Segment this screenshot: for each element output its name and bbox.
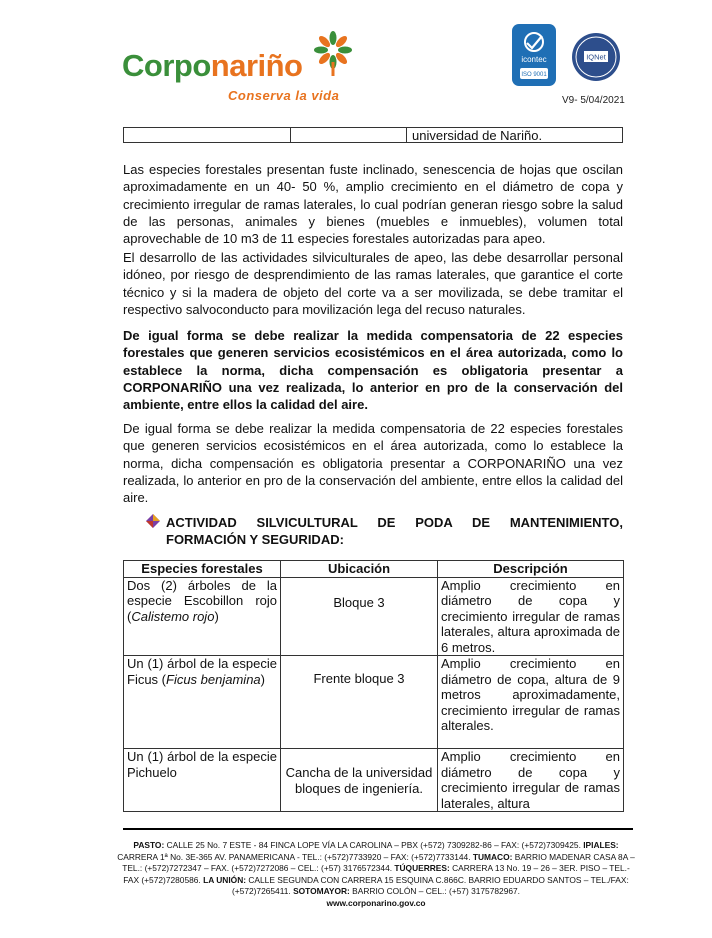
paragraph-compensation-bold: De igual forma se debe realizar la medida compensatoria de 22 especies forestales que generen servicios ecosistémicos en el área autorizada, como lo establece la norma, dicha compensación es obligatoria presentar a CORPONARIÑO una vez realizada, lo anterior en pro de la conservación del ambiente, entre ellos la calidad del aire. <box>123 328 623 413</box>
footer-launion-label: LA UNIÓN: <box>203 874 247 885</box>
top-table-cell-3: universidad de Nariño. <box>412 128 543 143</box>
icontec-icon <box>512 24 556 86</box>
footer-contact-info <box>116 840 636 910</box>
icontec-label: icontec <box>521 55 547 64</box>
species-name-end: ) <box>214 608 219 624</box>
species-name: Dos (2) árboles de la especie Escobillon rojo ( <box>127 577 277 624</box>
species-name: Un (1) árbol de la especie Ficus ( <box>127 656 277 687</box>
diamond-bullet-icon <box>146 514 160 528</box>
description-cell: Amplio crecimiento en diámetro de copa y crecimiento irregular de ramas laterales, altura <box>438 749 624 812</box>
description-cell: Amplio crecimiento en diámetro de copa y crecimiento irregular de ramas laterales, altura aproximada de 6 metros. <box>438 577 624 656</box>
corponarino-logo <box>122 30 362 110</box>
column-header-species: Especies forestales <box>124 561 281 578</box>
paragraph-compensation: De igual forma se debe realizar la medida compensatoria de 22 especies forestales que generen servicios ecosistémicos en el área autorizada, como lo establece la norma, dicha compensación es obligatoria presentar a CORPONARIÑO una vez realizada, lo anterior en pro de la conservación del ambiente, entre ellos la calidad del aire. <box>123 421 623 506</box>
location-cell <box>281 577 438 656</box>
species-name: Un (1) árbol de la especie Pichuelo <box>127 749 277 780</box>
footer-tuquerres-text: CARRERA 13 No. 19 – 26 – 3ER. PISO – TEL.- FAX (+572)7280586. <box>123 863 630 885</box>
footer-sotomayor-text: BARRIO COLÓN – CEL.: (+57) 3175782967. <box>349 886 520 897</box>
footer-ipiales-label: IPIALES: <box>583 840 619 850</box>
species-cell <box>124 577 281 656</box>
footer-pasto-label: PASTO: <box>133 840 165 850</box>
location-cell <box>281 749 438 812</box>
location-text: Cancha de la universidad bloques de ingeniería. <box>285 765 433 796</box>
forest-species-table <box>123 560 624 812</box>
logo-wordmark <box>122 48 303 84</box>
logo-tagline: Conserva la vida <box>228 88 340 103</box>
description-cell: Amplio crecimiento en diámetro de copa, altura de 9 metros aproximadamente, crecimiento irregular de ramas alterales. <box>438 656 624 749</box>
paragraph-species-condition: Las especies forestales presentan fuste inclinado, senescencia de hojas que oscilan aproximadamente en un 40- 50 %, amplio crecimiento en el diámetro de copa y crecimiento irregular de ramas laterales, lo cual podrían generan riesgo sobre la salud de las personas, animales y bienes (muebles e inmuebles), volumen total aprovechable de 10 m3 de 11 especies forestales autorizadas para apeo. <box>123 162 623 247</box>
footer-tumaco-text: BARRIO MADENAR CASA 8A – TEL.: (+572)7272347 – FAX. (+572)7272086 – CEL.: (+57) 3176572344. <box>122 851 635 874</box>
top-table-cell-2 <box>290 128 407 142</box>
logo-part2: nariño <box>210 48 303 83</box>
top-table-cell-1 <box>124 128 291 142</box>
footer-tumaco-label: TUMACO: <box>472 851 513 862</box>
iqnet-label: IQNet <box>586 52 606 62</box>
species-cell <box>124 656 281 749</box>
species-scientific-name: Calistemo rojo <box>131 608 215 624</box>
logo-flower-icon <box>310 28 356 78</box>
footer-pasto-text: CALLE 25 No. 7 ESTE - 84 FINCA LOPE VÍA LA CAROLINA – PBX (+572) 7309282-86 – FAX: (+572)7309425. <box>164 840 584 850</box>
species-cell <box>124 749 281 812</box>
iso-label: ISO 9001 <box>521 72 547 78</box>
logo-part1: Corpo <box>122 48 211 83</box>
paragraph-felling-activities: El desarrollo de las actividades silviculturales de apeo, las debe desarrollar personal idóneo, por riesgo de desprendimiento de las ramas laterales, que garantice el corte técnico y si la madera de objeto del corte va a ser movilizada, se debe tramitar el respectivo salvoconducto para movilización lega del recuso naturales. <box>123 250 623 317</box>
table-header-row <box>124 561 624 578</box>
footer-sotomayor-label: SOTOMAYOR: <box>293 886 350 897</box>
footer-launion-text: CALLE SEGUNDA CON CARRERA 15 ESQUINA C.866C. BARRIO EDUARDO SANTOS – TEL./FAX: (+572)7265411. <box>231 874 629 897</box>
table-row <box>124 656 624 749</box>
document-version: V9- 5/04/2021 <box>562 95 625 106</box>
location-text: Frente bloque 3 <box>313 671 405 686</box>
species-scientific-name: Ficus benjamina <box>166 671 261 687</box>
icontec-certification-badge <box>512 24 556 86</box>
location-text: Bloque 3 <box>333 594 385 610</box>
column-header-description: Descripción <box>438 561 624 578</box>
table-row <box>124 749 624 812</box>
section-title: ACTIVIDAD SILVICULTURAL DE PODA DE MANTENIMIENTO, FORMACIÓN Y SEGURIDAD: <box>166 515 623 547</box>
footer-divider <box>123 828 633 830</box>
species-name-end: ) <box>260 671 265 687</box>
footer-tuquerres-label: TÚQUERRES: <box>394 863 450 874</box>
footer-ipiales-text: CARRERA 1ª No. 3E-365 AV. PANAMERICANA - TEL.: (+572)7733920 – FAX: (+572)7733144. <box>117 851 473 862</box>
footer-website-link[interactable]: www.corponarino.gov.co <box>326 897 426 908</box>
iqnet-certification-badge <box>572 33 620 81</box>
top-table-fragment <box>123 127 623 143</box>
location-cell <box>281 656 438 749</box>
table-row <box>124 577 624 656</box>
iqnet-icon <box>572 33 620 81</box>
column-header-location: Ubicación <box>281 561 438 578</box>
